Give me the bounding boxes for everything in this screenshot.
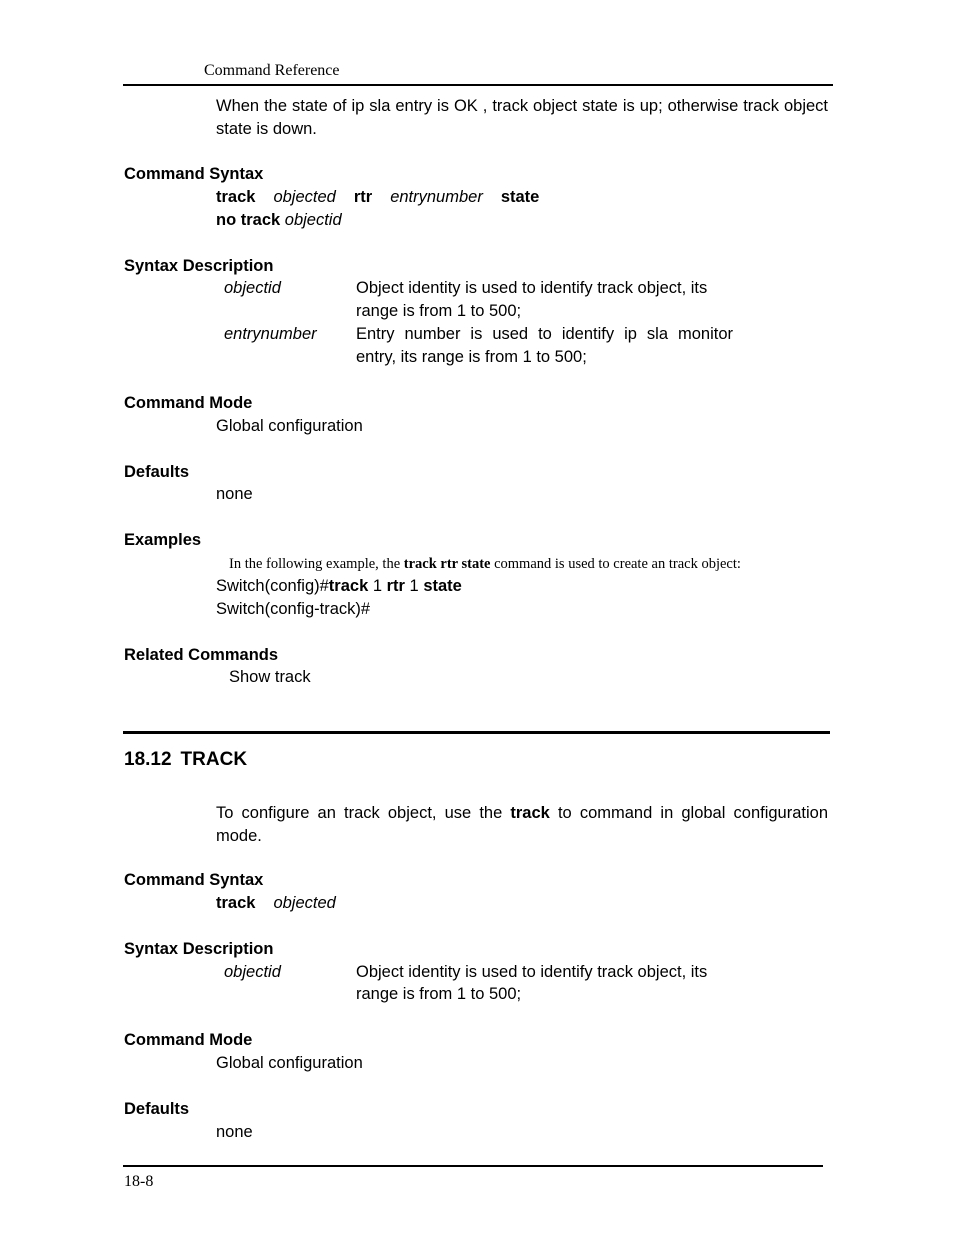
defaults-heading: Defaults [124, 1100, 190, 1118]
intro-paragraph: When the state of ip sla entry is OK , track object state is up; otherwise track object state is down. [216, 97, 828, 138]
section-heading [124, 749, 247, 771]
related-commands-heading: Related Commands [124, 646, 279, 664]
example-intro-text: command is used to create an track object: [490, 556, 741, 572]
param-desc-line: Object identity is used to identify track object, its [356, 279, 708, 297]
syntax-argument: objectid [280, 211, 342, 229]
page-number: 18-8 [124, 1173, 154, 1190]
command-mode-heading: Command Mode [124, 1031, 253, 1049]
cli-value: 1 [404, 577, 424, 595]
section-intro-paragraph [216, 802, 828, 848]
defaults-value: none [216, 1123, 253, 1141]
example-line-1 [216, 577, 462, 596]
param-name: objectid [224, 279, 281, 297]
syntax-line-1 [216, 894, 336, 913]
cli-prompt: Switch(config)# [216, 577, 329, 595]
section-number: 18.12 [124, 749, 172, 770]
command-syntax-heading: Command Syntax [124, 165, 264, 183]
defaults-heading: Defaults [124, 463, 190, 481]
param-desc-line: range is from 1 to 500; [356, 985, 522, 1003]
section-rule [123, 731, 830, 734]
syntax-argument: entrynumber [390, 188, 483, 206]
command-mode-heading: Command Mode [124, 394, 253, 412]
syntax-description-heading: Syntax Description [124, 940, 274, 958]
param-desc-line: Entry number is used to identify ip sla monitor [356, 325, 733, 343]
example-intro-text: In the following example, the [229, 556, 404, 572]
syntax-keyword: track [216, 894, 256, 912]
example-line-2: Switch(config-track)# [216, 600, 371, 618]
section-title: TRACK [180, 749, 248, 770]
example-intro-command: track rtr state [403, 556, 491, 572]
param-name: entrynumber [224, 325, 317, 343]
intro-text: to command in global configuration mode. [216, 804, 828, 845]
param-desc-line: range is from 1 to 500; [356, 302, 522, 320]
defaults-value: none [216, 485, 253, 503]
syntax-line-1 [216, 188, 539, 207]
cli-keyword: state [423, 577, 462, 595]
cli-keyword: track [328, 577, 369, 595]
footer-rule [123, 1165, 823, 1167]
syntax-description-heading: Syntax Description [124, 257, 274, 275]
command-mode-value: Global configuration [216, 417, 363, 435]
examples-heading: Examples [124, 531, 202, 549]
cli-value: 1 [368, 577, 387, 595]
command-syntax-heading: Command Syntax [124, 871, 264, 889]
syntax-keyword: state [500, 188, 540, 206]
param-desc-line: Object identity is used to identify track object, its [356, 963, 708, 981]
param-name: objectid [224, 963, 281, 981]
syntax-keyword: track [216, 188, 256, 206]
syntax-keyword: rtr [353, 188, 373, 206]
intro-text: To configure an track object, use the [216, 804, 511, 822]
header-rule [123, 84, 833, 86]
syntax-keyword: no track [216, 211, 281, 229]
running-header: Command Reference [204, 62, 340, 79]
example-intro [229, 556, 741, 573]
cli-keyword: rtr [386, 577, 405, 595]
syntax-argument: objected [273, 188, 336, 206]
syntax-line-2 [216, 211, 342, 230]
command-mode-value: Global configuration [216, 1054, 363, 1072]
related-command-item: Show track [229, 668, 311, 686]
syntax-argument: objected [273, 894, 336, 912]
intro-keyword: track [510, 804, 550, 822]
param-desc-line: entry, its range is from 1 to 500; [356, 348, 587, 366]
